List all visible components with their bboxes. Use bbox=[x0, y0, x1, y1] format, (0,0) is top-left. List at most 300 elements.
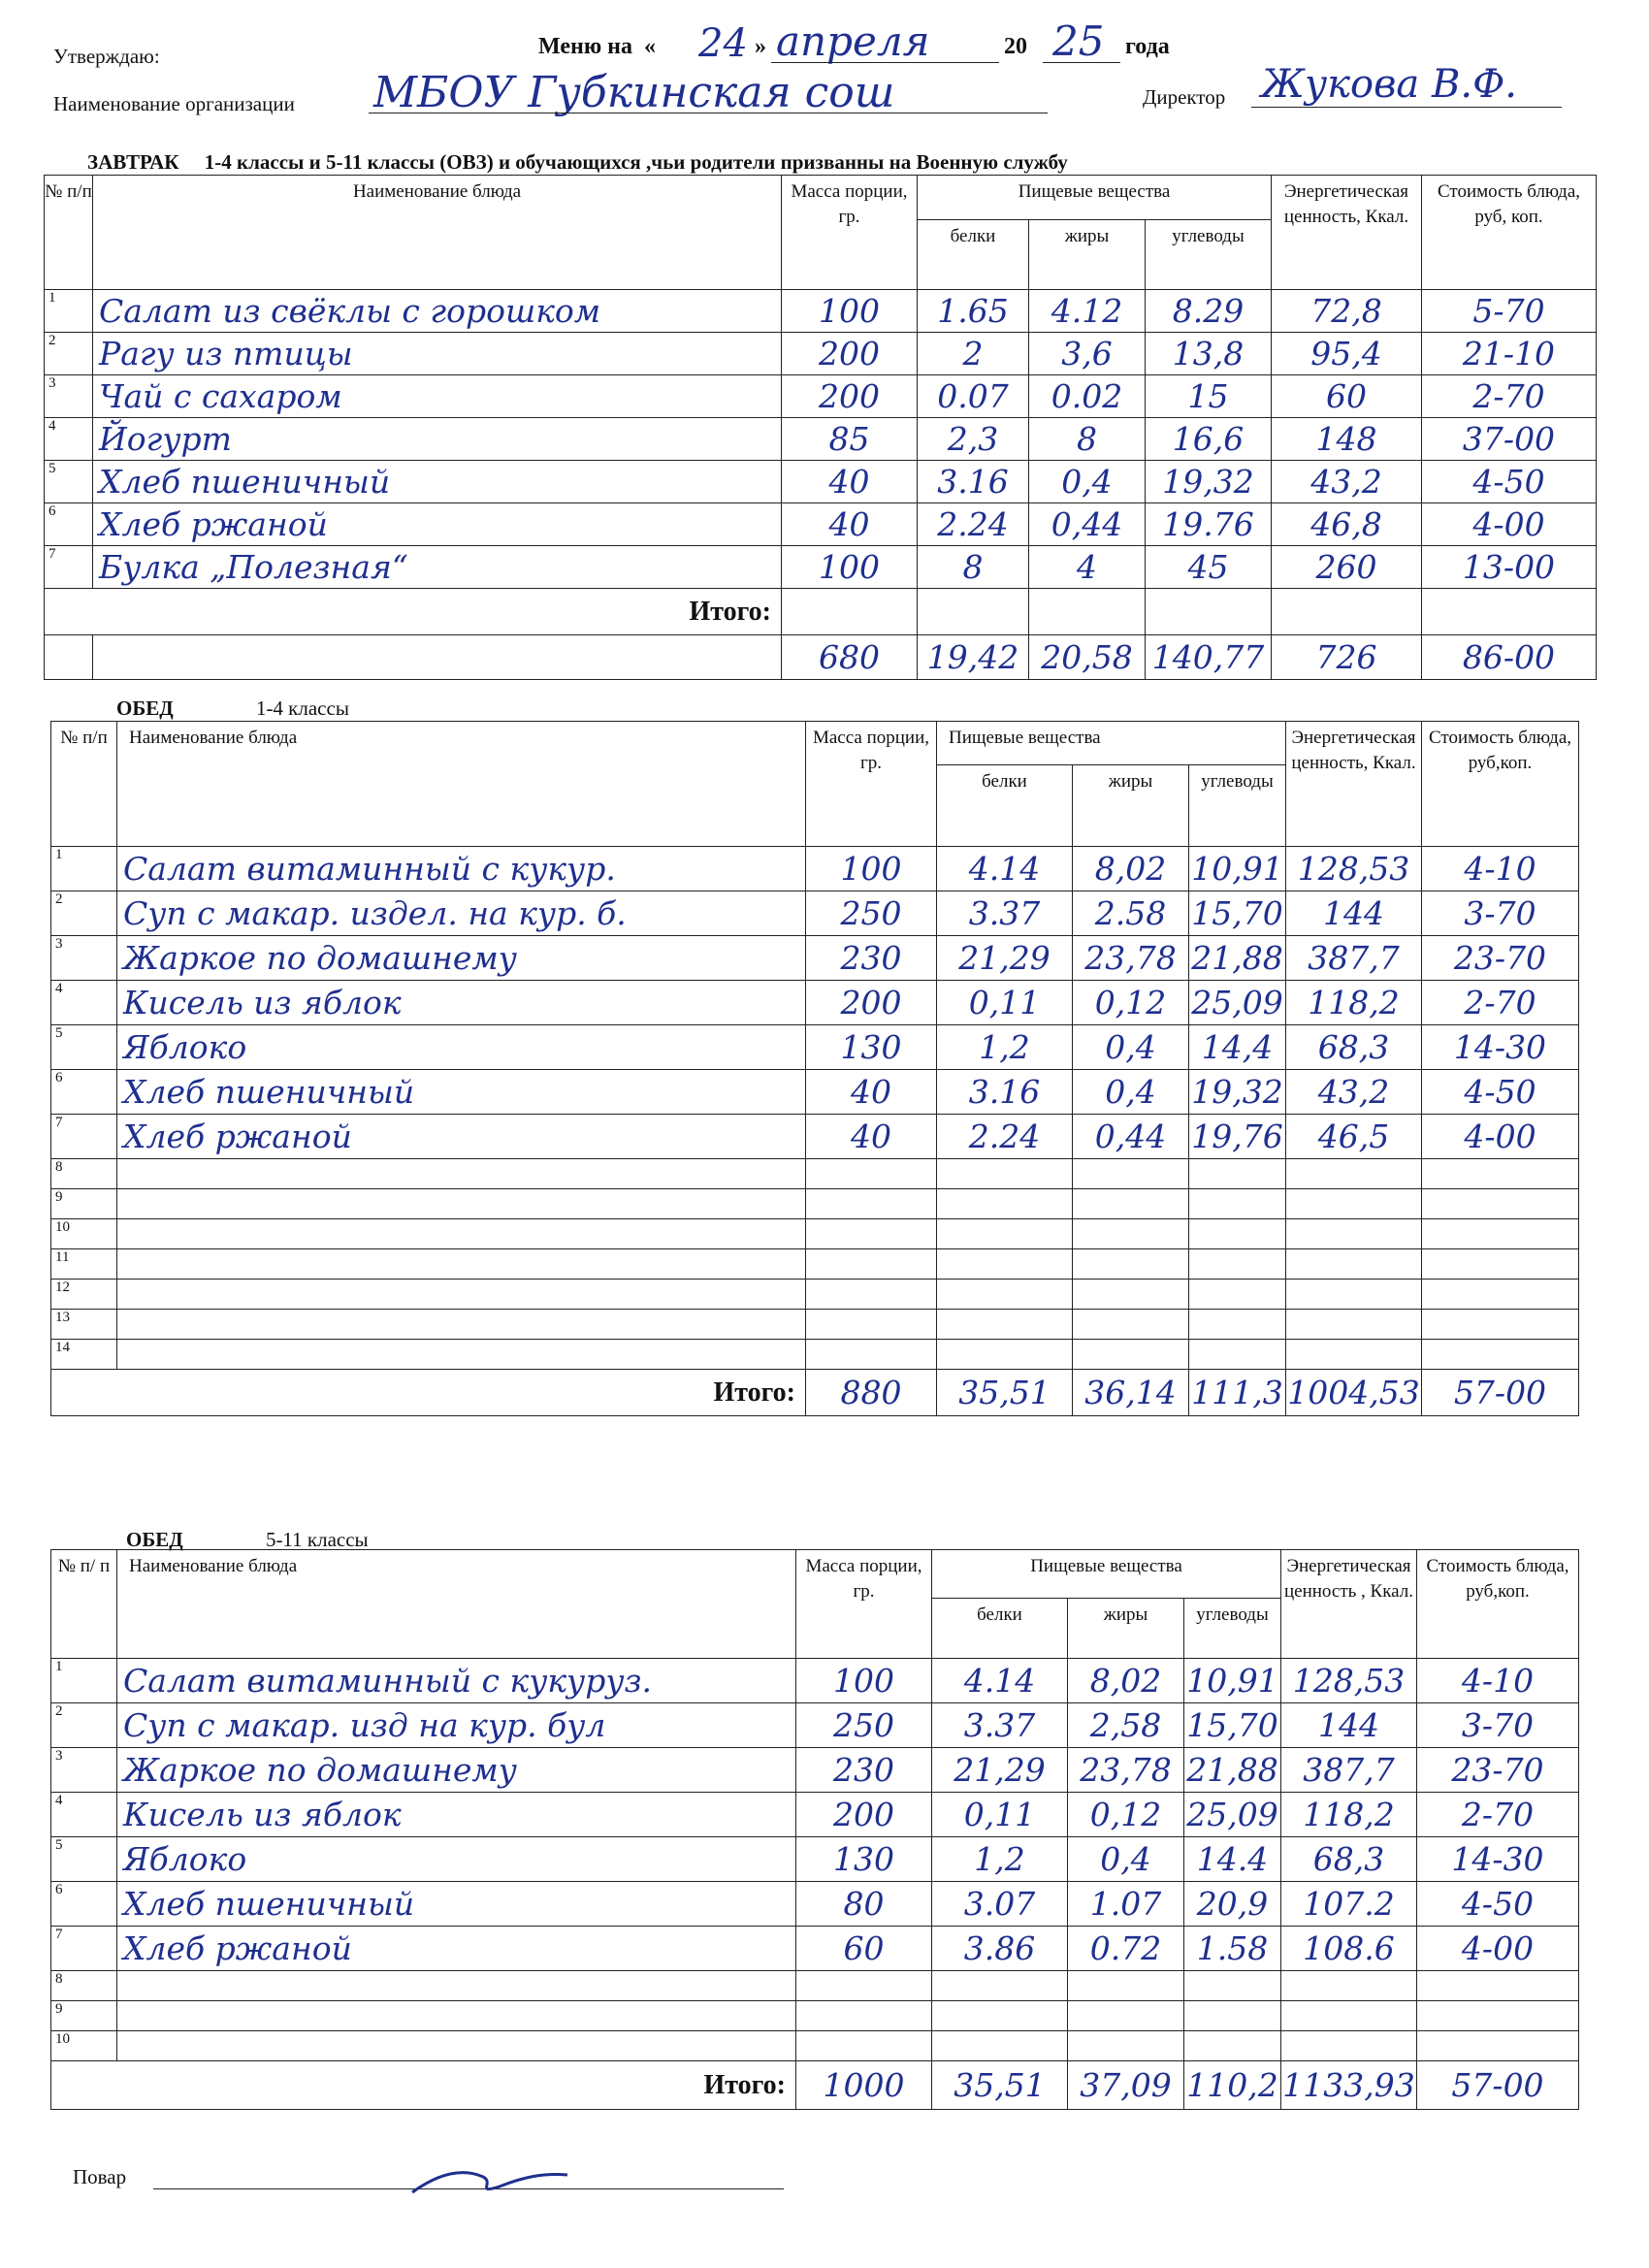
dish-energy: 46,8 bbox=[1272, 503, 1422, 546]
table-row bbox=[45, 546, 1597, 589]
dish-energy: 60 bbox=[1272, 375, 1422, 418]
row-num: 8 bbox=[51, 1971, 117, 2001]
dish-name bbox=[117, 1280, 806, 1310]
dish-mass: 130 bbox=[806, 1025, 937, 1070]
dish-carbs: 19.76 bbox=[1146, 503, 1272, 546]
dish-energy bbox=[1286, 1280, 1422, 1310]
dish-name: Хлеб пшеничный bbox=[117, 1882, 796, 1927]
total-energy: 1133,93 bbox=[1281, 2061, 1417, 2110]
row-num: 14 bbox=[51, 1340, 117, 1370]
dish-carbs: 19,76 bbox=[1189, 1115, 1286, 1159]
dish-fat: 4.12 bbox=[1029, 290, 1146, 333]
col-num-header: № п/п bbox=[45, 176, 93, 290]
dish-price bbox=[1422, 1159, 1579, 1189]
table-row bbox=[45, 503, 1597, 546]
dish-energy: 128,53 bbox=[1281, 1659, 1417, 1703]
dish-fat: 0,44 bbox=[1073, 1115, 1189, 1159]
col-num-header: № п/п bbox=[51, 722, 117, 847]
dish-mass bbox=[806, 1280, 937, 1310]
dish-price: 4-10 bbox=[1422, 847, 1579, 891]
dish-carbs: 21,88 bbox=[1189, 936, 1286, 981]
total-row bbox=[45, 635, 1597, 680]
dish-mass: 100 bbox=[806, 847, 937, 891]
dish-name: Рагу из птицы bbox=[93, 333, 782, 375]
dish-price bbox=[1417, 1971, 1579, 2001]
row-num: 2 bbox=[51, 1703, 117, 1748]
menu-date-line bbox=[538, 34, 656, 60]
row-num: 6 bbox=[51, 1070, 117, 1115]
row-num: 5 bbox=[45, 461, 93, 503]
director-label: Директор bbox=[1143, 85, 1226, 109]
dish-mass: 100 bbox=[782, 290, 918, 333]
dish-protein bbox=[937, 1159, 1073, 1189]
dish-energy bbox=[1281, 1971, 1417, 2001]
dish-energy: 95,4 bbox=[1272, 333, 1422, 375]
dish-price: 14-30 bbox=[1422, 1025, 1579, 1070]
director-underline bbox=[1251, 107, 1562, 108]
dish-name bbox=[117, 1219, 806, 1249]
dish-name: Салат витаминный с кукур. bbox=[117, 847, 806, 891]
dish-price: 2-70 bbox=[1422, 375, 1597, 418]
dish-carbs bbox=[1189, 1340, 1286, 1370]
dish-carbs bbox=[1184, 2031, 1281, 2061]
col-price-header: Стоимость блюда, руб, коп. bbox=[1422, 176, 1597, 290]
dish-fat bbox=[1073, 1159, 1189, 1189]
dish-mass bbox=[796, 2031, 932, 2061]
dish-carbs bbox=[1184, 2001, 1281, 2031]
dish-fat: 23,78 bbox=[1073, 936, 1189, 981]
dish-protein bbox=[937, 1340, 1073, 1370]
dish-mass bbox=[806, 1219, 937, 1249]
dish-mass bbox=[806, 1310, 937, 1340]
table-row bbox=[51, 936, 1579, 981]
table-row bbox=[51, 1219, 1579, 1249]
dish-name: Жаркое по домашнему bbox=[117, 1748, 796, 1793]
dish-mass: 40 bbox=[782, 461, 918, 503]
row-num: 5 bbox=[51, 1025, 117, 1070]
row-num: 6 bbox=[51, 1882, 117, 1927]
dish-name bbox=[117, 1249, 806, 1280]
menu-label: Меню на bbox=[538, 34, 632, 59]
total-row bbox=[51, 1370, 1579, 1416]
dish-protein bbox=[932, 1971, 1068, 2001]
dish-fat bbox=[1073, 1219, 1189, 1249]
dish-protein bbox=[932, 2001, 1068, 2031]
dish-name: Хлеб ржаной bbox=[93, 503, 782, 546]
dish-carbs: 14.4 bbox=[1184, 1837, 1281, 1882]
dish-mass: 60 bbox=[796, 1927, 932, 1971]
dish-fat: 0,12 bbox=[1073, 981, 1189, 1025]
table-row bbox=[45, 418, 1597, 461]
col-fat-header: жиры bbox=[1029, 220, 1146, 290]
dish-fat: 2.58 bbox=[1073, 891, 1189, 936]
dish-protein: 2 bbox=[918, 333, 1029, 375]
dish-mass: 100 bbox=[796, 1659, 932, 1703]
dish-protein: 3.16 bbox=[918, 461, 1029, 503]
dish-mass: 230 bbox=[796, 1748, 932, 1793]
table-row bbox=[51, 2031, 1579, 2061]
dish-carbs: 15 bbox=[1146, 375, 1272, 418]
total-label: Итого: bbox=[45, 589, 782, 635]
dish-carbs bbox=[1189, 1159, 1286, 1189]
col-energy-header: Энергетическая ценность, Ккал. bbox=[1272, 176, 1422, 290]
dish-mass: 250 bbox=[806, 891, 937, 936]
dish-mass: 40 bbox=[806, 1070, 937, 1115]
dish-protein: 21,29 bbox=[932, 1748, 1068, 1793]
dish-carbs: 15,70 bbox=[1189, 891, 1286, 936]
table-row bbox=[51, 1837, 1579, 1882]
year-underline bbox=[1043, 62, 1120, 63]
dish-energy: 46,5 bbox=[1286, 1115, 1422, 1159]
dish-price: 2-70 bbox=[1417, 1793, 1579, 1837]
total-mass: 1000 bbox=[796, 2061, 932, 2110]
col-mass-header: Масса порции, гр. bbox=[782, 176, 918, 290]
dish-carbs: 16,6 bbox=[1146, 418, 1272, 461]
row-num: 9 bbox=[51, 1189, 117, 1219]
total-energy: 726 bbox=[1272, 635, 1422, 680]
dish-carbs: 8.29 bbox=[1146, 290, 1272, 333]
dish-mass: 85 bbox=[782, 418, 918, 461]
dish-mass bbox=[796, 1971, 932, 2001]
dish-mass: 200 bbox=[796, 1793, 932, 1837]
table-row bbox=[51, 847, 1579, 891]
dish-carbs: 19,32 bbox=[1146, 461, 1272, 503]
total-price: 57-00 bbox=[1422, 1370, 1579, 1416]
dish-name: Чай с сахаром bbox=[93, 375, 782, 418]
lunch-senior-classes: 5-11 классы bbox=[265, 1528, 369, 1551]
dish-price: 4-00 bbox=[1422, 1115, 1579, 1159]
org-name: МБОУ Губкинская сош bbox=[373, 68, 895, 117]
dish-fat bbox=[1073, 1189, 1189, 1219]
dish-protein bbox=[937, 1249, 1073, 1280]
dish-name: Суп с макар. издел. на кур. б. bbox=[117, 891, 806, 936]
dish-carbs bbox=[1189, 1280, 1286, 1310]
row-num: 4 bbox=[51, 1793, 117, 1837]
dish-name: Йогурт bbox=[93, 418, 782, 461]
dish-mass: 200 bbox=[782, 333, 918, 375]
dish-price: 3-70 bbox=[1417, 1703, 1579, 1748]
dish-energy bbox=[1286, 1219, 1422, 1249]
dish-energy bbox=[1286, 1159, 1422, 1189]
dish-price bbox=[1422, 1249, 1579, 1280]
row-num: 10 bbox=[51, 2031, 117, 2061]
dish-mass: 250 bbox=[796, 1703, 932, 1748]
dish-name: Яблоко bbox=[117, 1025, 806, 1070]
total-carbs: 140,77 bbox=[1146, 635, 1272, 680]
row-num: 7 bbox=[51, 1115, 117, 1159]
dish-name: Яблоко bbox=[117, 1837, 796, 1882]
col-name-header: Наименование блюда bbox=[93, 176, 782, 290]
table-row bbox=[51, 1189, 1579, 1219]
col-nutrients-header: Пищевые вещества bbox=[918, 176, 1272, 220]
col-price-header: Стоимость блюда, руб,коп. bbox=[1422, 722, 1579, 847]
table-row bbox=[51, 1659, 1579, 1703]
menu-day: 24 bbox=[698, 21, 748, 66]
table-row bbox=[45, 333, 1597, 375]
col-protein-header: белки bbox=[918, 220, 1029, 290]
dish-mass bbox=[806, 1340, 937, 1370]
dish-fat: 2,58 bbox=[1068, 1703, 1184, 1748]
dish-protein: 1.65 bbox=[918, 290, 1029, 333]
dish-name: Жаркое по домашнему bbox=[117, 936, 806, 981]
table-row bbox=[51, 891, 1579, 936]
dish-name bbox=[117, 2001, 796, 2031]
row-num: 1 bbox=[45, 290, 93, 333]
total-label-row bbox=[45, 589, 1597, 635]
dish-carbs: 15,70 bbox=[1184, 1703, 1281, 1748]
row-num: 10 bbox=[51, 1219, 117, 1249]
table-row bbox=[51, 1280, 1579, 1310]
row-num: 13 bbox=[51, 1310, 117, 1340]
dish-mass: 230 bbox=[806, 936, 937, 981]
dish-mass: 40 bbox=[782, 503, 918, 546]
dish-price bbox=[1422, 1280, 1579, 1310]
table-row bbox=[51, 1748, 1579, 1793]
close-quote: » bbox=[755, 34, 766, 59]
dish-fat: 23,78 bbox=[1068, 1748, 1184, 1793]
row-num: 6 bbox=[45, 503, 93, 546]
dish-name bbox=[117, 1340, 806, 1370]
dish-protein bbox=[932, 2031, 1068, 2061]
dish-price bbox=[1417, 2031, 1579, 2061]
dish-energy bbox=[1286, 1310, 1422, 1340]
dish-fat bbox=[1068, 1971, 1184, 2001]
dish-name bbox=[117, 1971, 796, 2001]
dish-mass: 200 bbox=[806, 981, 937, 1025]
table-row bbox=[51, 1249, 1579, 1280]
table-row bbox=[51, 981, 1579, 1025]
dish-mass: 200 bbox=[782, 375, 918, 418]
table-row bbox=[51, 1115, 1579, 1159]
dish-carbs bbox=[1184, 1971, 1281, 2001]
col-nutrients-header: Пищевые вещества bbox=[932, 1550, 1281, 1599]
col-carbs-header: углеводы bbox=[1189, 765, 1286, 847]
dish-fat: 8 bbox=[1029, 418, 1146, 461]
dish-protein: 3.16 bbox=[937, 1070, 1073, 1115]
dish-price: 3-70 bbox=[1422, 891, 1579, 936]
dish-protein: 2.24 bbox=[918, 503, 1029, 546]
dish-price: 4-50 bbox=[1422, 461, 1597, 503]
dish-name: Хлеб пшеничный bbox=[93, 461, 782, 503]
dish-protein: 3.07 bbox=[932, 1882, 1068, 1927]
approve-label: Утверждаю: bbox=[53, 45, 160, 68]
dish-fat: 0,4 bbox=[1073, 1070, 1189, 1115]
total-fat: 37,09 bbox=[1068, 2061, 1184, 2110]
dish-price: 13-00 bbox=[1422, 546, 1597, 589]
dish-price: 4-10 bbox=[1417, 1659, 1579, 1703]
year-suffix: 25 bbox=[1052, 17, 1105, 65]
table-row bbox=[51, 2001, 1579, 2031]
col-num-header: № п/ п bbox=[51, 1550, 117, 1659]
dish-energy: 118,2 bbox=[1286, 981, 1422, 1025]
dish-price: 23-70 bbox=[1417, 1748, 1579, 1793]
dish-mass bbox=[806, 1189, 937, 1219]
dish-price bbox=[1422, 1340, 1579, 1370]
dish-energy: 72,8 bbox=[1272, 290, 1422, 333]
col-mass-header: Масса порции, гр. bbox=[796, 1550, 932, 1659]
total-price: 57-00 bbox=[1417, 2061, 1579, 2110]
lunch-senior-label: ОБЕД bbox=[126, 1528, 183, 1551]
dish-price: 23-70 bbox=[1422, 936, 1579, 981]
dish-fat: 8,02 bbox=[1073, 847, 1189, 891]
dish-energy: 108.6 bbox=[1281, 1927, 1417, 1971]
col-price-header: Стоимость блюда, руб,коп. bbox=[1417, 1550, 1579, 1659]
dish-name: Хлеб пшеничный bbox=[117, 1070, 806, 1115]
row-num: 7 bbox=[45, 546, 93, 589]
dish-mass bbox=[796, 2001, 932, 2031]
row-num: 9 bbox=[51, 2001, 117, 2031]
row-num: 3 bbox=[51, 1748, 117, 1793]
dish-fat: 0.72 bbox=[1068, 1927, 1184, 1971]
total-carbs: 110,2 bbox=[1184, 2061, 1281, 2110]
dish-energy: 43,2 bbox=[1286, 1070, 1422, 1115]
dish-fat bbox=[1073, 1280, 1189, 1310]
row-num: 8 bbox=[51, 1159, 117, 1189]
dish-carbs: 20,9 bbox=[1184, 1882, 1281, 1927]
dish-name: Хлеб ржаной bbox=[117, 1927, 796, 1971]
lunch-primary-label: ОБЕД bbox=[116, 697, 174, 720]
dish-carbs: 10,91 bbox=[1189, 847, 1286, 891]
dish-name: Салат витаминный с кукуруз. bbox=[117, 1659, 796, 1703]
table-row bbox=[51, 1882, 1579, 1927]
total-fat: 20,58 bbox=[1029, 635, 1146, 680]
dish-energy: 387,7 bbox=[1281, 1748, 1417, 1793]
dish-mass: 100 bbox=[782, 546, 918, 589]
dish-carbs: 13,8 bbox=[1146, 333, 1272, 375]
row-num: 12 bbox=[51, 1280, 117, 1310]
dish-energy: 68,3 bbox=[1286, 1025, 1422, 1070]
dish-price bbox=[1422, 1189, 1579, 1219]
dish-price bbox=[1417, 2001, 1579, 2031]
dish-energy: 260 bbox=[1272, 546, 1422, 589]
dish-protein bbox=[937, 1280, 1073, 1310]
dish-protein: 3.37 bbox=[937, 891, 1073, 936]
dish-carbs: 19,32 bbox=[1189, 1070, 1286, 1115]
dish-price: 4-50 bbox=[1417, 1882, 1579, 1927]
row-num: 11 bbox=[51, 1249, 117, 1280]
year-prefix: 20 bbox=[1004, 34, 1027, 59]
row-num: 7 bbox=[51, 1927, 117, 1971]
row-num: 4 bbox=[51, 981, 117, 1025]
table-row bbox=[51, 1159, 1579, 1189]
dish-protein: 3.86 bbox=[932, 1927, 1068, 1971]
total-row bbox=[51, 2061, 1579, 2110]
col-nutrients-header: Пищевые вещества bbox=[937, 722, 1286, 765]
dish-energy bbox=[1281, 2031, 1417, 2061]
dish-price: 14-30 bbox=[1417, 1837, 1579, 1882]
total-mass: 680 bbox=[782, 635, 918, 680]
col-fat-header: жиры bbox=[1073, 765, 1189, 847]
col-energy-header: Энергетическая ценность, Ккал. bbox=[1286, 722, 1422, 847]
dish-protein: 1,2 bbox=[937, 1025, 1073, 1070]
dish-protein: 3.37 bbox=[932, 1703, 1068, 1748]
row-num: 2 bbox=[51, 891, 117, 936]
table-row bbox=[51, 1927, 1579, 1971]
col-fat-header: жиры bbox=[1068, 1599, 1184, 1659]
dish-carbs: 1.58 bbox=[1184, 1927, 1281, 1971]
dish-price: 2-70 bbox=[1422, 981, 1579, 1025]
dish-price: 4-00 bbox=[1422, 503, 1597, 546]
dish-carbs: 25,09 bbox=[1189, 981, 1286, 1025]
year-label: года bbox=[1125, 34, 1170, 59]
dish-carbs: 14,4 bbox=[1189, 1025, 1286, 1070]
cook-label: Повар bbox=[73, 2165, 127, 2188]
dish-fat bbox=[1073, 1310, 1189, 1340]
dish-protein: 2.24 bbox=[937, 1115, 1073, 1159]
table-row bbox=[51, 1793, 1579, 1837]
dish-fat: 0,44 bbox=[1029, 503, 1146, 546]
dish-carbs bbox=[1189, 1310, 1286, 1340]
total-mass: 880 bbox=[806, 1370, 937, 1416]
dish-mass bbox=[806, 1159, 937, 1189]
dish-mass: 130 bbox=[796, 1837, 932, 1882]
dish-fat: 4 bbox=[1029, 546, 1146, 589]
table-row bbox=[51, 1340, 1579, 1370]
dish-price: 4-50 bbox=[1422, 1070, 1579, 1115]
total-price: 86-00 bbox=[1422, 635, 1597, 680]
dish-fat: 8,02 bbox=[1068, 1659, 1184, 1703]
dish-fat bbox=[1068, 2001, 1184, 2031]
dish-name bbox=[117, 1310, 806, 1340]
dish-protein: 8 bbox=[918, 546, 1029, 589]
menu-month: апреля bbox=[776, 17, 930, 65]
col-name-header: Наименование блюда bbox=[117, 1550, 796, 1659]
dish-name bbox=[117, 1159, 806, 1189]
dish-energy bbox=[1286, 1340, 1422, 1370]
col-energy-header: Энергетическая ценность , Ккал. bbox=[1281, 1550, 1417, 1659]
lunch-primary-table bbox=[50, 721, 1579, 1416]
row-num: 1 bbox=[51, 847, 117, 891]
col-protein-header: белки bbox=[932, 1599, 1068, 1659]
open-quote: « bbox=[643, 34, 656, 59]
dish-protein: 1,2 bbox=[932, 1837, 1068, 1882]
dish-fat bbox=[1073, 1340, 1189, 1370]
table-row bbox=[45, 290, 1597, 333]
total-protein: 19,42 bbox=[918, 635, 1029, 680]
dish-carbs: 45 bbox=[1146, 546, 1272, 589]
dish-price: 5-70 bbox=[1422, 290, 1597, 333]
dish-fat: 0,12 bbox=[1068, 1793, 1184, 1837]
total-protein: 35,51 bbox=[932, 2061, 1068, 2110]
dish-carbs: 10,91 bbox=[1184, 1659, 1281, 1703]
total-fat: 36,14 bbox=[1073, 1370, 1189, 1416]
lunch-senior-table bbox=[50, 1549, 1579, 2110]
dish-price bbox=[1422, 1310, 1579, 1340]
col-carbs-header: углеводы bbox=[1146, 220, 1272, 290]
dish-protein: 0,11 bbox=[932, 1793, 1068, 1837]
dish-energy: 107.2 bbox=[1281, 1882, 1417, 1927]
dish-energy: 43,2 bbox=[1272, 461, 1422, 503]
dish-carbs bbox=[1189, 1219, 1286, 1249]
total-carbs: 111,3 bbox=[1189, 1370, 1286, 1416]
col-mass-header: Масса порции, гр. bbox=[806, 722, 937, 847]
table-row bbox=[45, 461, 1597, 503]
dish-energy bbox=[1286, 1249, 1422, 1280]
total-energy: 1004,53 bbox=[1286, 1370, 1422, 1416]
dish-energy: 144 bbox=[1281, 1703, 1417, 1748]
dish-price bbox=[1422, 1219, 1579, 1249]
lunch-primary-classes: 1-4 классы bbox=[255, 697, 349, 720]
col-name-header: Наименование блюда bbox=[117, 722, 806, 847]
dish-fat: 0,4 bbox=[1029, 461, 1146, 503]
breakfast-table bbox=[44, 175, 1597, 680]
dish-protein: 0.07 bbox=[918, 375, 1029, 418]
dish-mass: 40 bbox=[806, 1115, 937, 1159]
col-carbs-header: углеводы bbox=[1184, 1599, 1281, 1659]
dish-protein: 21,29 bbox=[937, 936, 1073, 981]
dish-price: 4-00 bbox=[1417, 1927, 1579, 1971]
dish-protein: 4.14 bbox=[937, 847, 1073, 891]
